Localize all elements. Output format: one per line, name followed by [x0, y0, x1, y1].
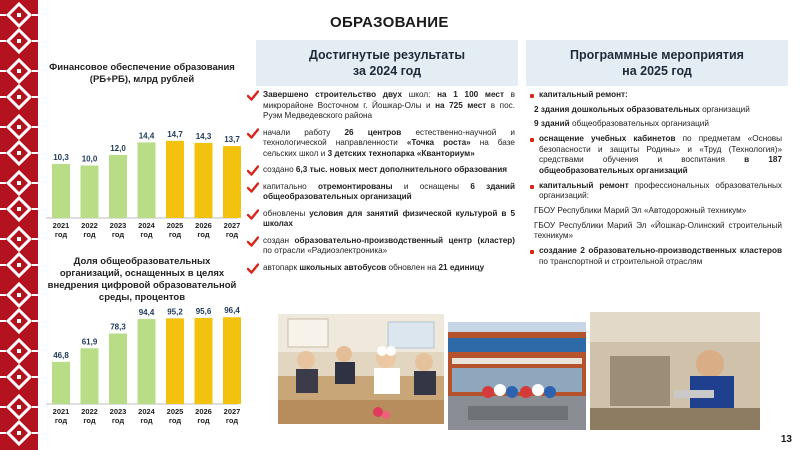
results-heading: Достигнутые результаты за 2024 год [256, 40, 518, 86]
result-text: капитально отремонтированы и оснащены 6 зданий общеобразовательных организаций [263, 181, 515, 201]
chart-bar [52, 164, 70, 218]
events-list [530, 90, 782, 271]
chart-value-label: 12,0 [110, 144, 126, 153]
chart-tick-label: 2027 [223, 407, 241, 416]
results-list [247, 90, 515, 279]
chart-tick-label: 2026 [195, 407, 212, 416]
event-item [530, 134, 782, 177]
chart-tick-label: год [54, 230, 68, 239]
checkmark-icon [247, 128, 259, 139]
result-item [247, 263, 515, 274]
chart-tick-label: год [197, 416, 210, 425]
chart-bar [109, 334, 127, 404]
events-heading: Программные мероприятия на 2025 год [526, 40, 788, 86]
event-text: ГБОУ Республики Марий Эл «Автодорожный техникум» [534, 205, 747, 215]
result-text: создан образовательно-производственный центр (кластер) по отрасли «Радиоэлектроника» [263, 235, 515, 255]
chart-value-label: 46,8 [53, 350, 69, 360]
chart1-title: Финансовое обеспечение образования (РБ+РБ), млрд рублей [49, 62, 235, 85]
chart-bar [81, 348, 99, 404]
checkmark-icon [247, 165, 259, 176]
event-text: 9 зданий общеобразовательных организаций [534, 119, 709, 129]
result-text: начали работу 26 центров естественно-научной и технологической направленности «Точка роста» на базе сельских школ и 3 детских технопарка «Кванториум» [263, 127, 515, 158]
chart-tick-label: год [168, 230, 182, 239]
chart-bar [52, 362, 70, 404]
event-text: создание 2 образовательно-производственных кластеров по транспортной и строительной отраслям [539, 245, 782, 266]
chart-bar [81, 166, 99, 219]
ornament-strip [0, 0, 38, 450]
chart-bar [223, 317, 241, 404]
chart-bar [195, 318, 213, 404]
result-item [247, 236, 515, 257]
chart-value-label: 13,7 [224, 135, 240, 145]
chart-value-label: 10,3 [53, 152, 69, 162]
event-subitem [530, 119, 782, 130]
result-item [247, 165, 515, 176]
result-text: Завершено строительство двух школ: на 1 100 мест в микрорайоне Восточном г. Йошкар-Олы и на 725 мест в пос. Руэм Медведевского района [263, 90, 516, 120]
chart1-svg [42, 92, 242, 252]
event-text: ГБОУ Республики Марий Эл «Йошкар-Олинский строительный техникум» [534, 220, 782, 241]
chart-tick-label: 2024 [138, 221, 155, 230]
result-item [247, 90, 515, 122]
chart-value-label: 95,2 [167, 307, 183, 317]
photo-school-building [448, 322, 586, 430]
event-text: оснащение учебных кабинетов по предметам «Основы безопасности и защиты Родины» и «Труд (Технология)» средствами обучения и воспитания в 187 общеобразовательных организаций [539, 133, 783, 175]
ornament-pattern-icon [0, 0, 38, 450]
event-subitem [530, 206, 782, 217]
page-title: ОБРАЗОВАНИЕ [330, 14, 449, 31]
checkmark-icon [247, 182, 259, 193]
chart-tick-label: 2022 [81, 407, 98, 416]
bullet-icon [530, 138, 534, 142]
chart-bar [138, 319, 156, 404]
chart-bar [166, 318, 184, 404]
result-text: автопарк школьных автобусов обновлен на 21 единицу [263, 262, 485, 272]
page-number: 13 [780, 434, 792, 445]
chart-tick-label: 2021 [52, 221, 70, 230]
photo-classroom [278, 314, 444, 424]
result-item [247, 128, 515, 160]
chart-tick-label: год [83, 230, 96, 239]
chart-tick-label: 2026 [195, 221, 212, 230]
bullet-icon [530, 94, 534, 98]
chart-tick-label: 2025 [166, 407, 184, 416]
chart-value-label: 14,3 [195, 131, 212, 141]
chart-value-label: 78,3 [110, 322, 126, 332]
chart-tick-label: год [111, 416, 125, 425]
chart-bar [195, 143, 213, 218]
chart-tick-label: 2023 [109, 221, 127, 230]
chart-tick-label: год [54, 416, 68, 425]
classroom-photo-icon [278, 314, 444, 424]
bullet-icon [530, 250, 534, 254]
chart-tick-label: год [225, 416, 239, 425]
chart-tick-label: год [168, 416, 182, 425]
chart-tick-label: год [197, 230, 210, 239]
result-text: создано 6,3 тыс. новых мест дополнительного образования [263, 165, 508, 174]
event-item [530, 181, 782, 202]
result-text: обновлены условия для занятий физической культурой в 5 школах [263, 208, 515, 228]
chart-tick-label: 2025 [166, 221, 184, 230]
checkmark-icon [247, 263, 259, 274]
chart-tick-label: год [140, 230, 153, 239]
checkmark-icon [247, 90, 259, 101]
chart-bar [109, 155, 127, 218]
school-building-photo-icon [448, 322, 586, 430]
event-text: капитальный ремонт: [539, 90, 628, 99]
chart2-svg [42, 296, 242, 436]
chart-tick-label: год [83, 416, 96, 425]
chart-value-label: 94,4 [138, 308, 155, 318]
chart-value-label: 61,9 [81, 337, 98, 347]
workshop-photo-icon [590, 312, 760, 430]
event-text: 2 здания дошкольных образовательных организаций [534, 104, 750, 114]
chart-bar [138, 142, 156, 218]
chart-bar [166, 141, 184, 218]
bullet-icon [530, 185, 534, 189]
checkmark-icon [247, 209, 259, 220]
event-text: капитальный ремонт профессиональных образовательных организаций: [539, 180, 782, 201]
event-item [530, 90, 782, 101]
chart-tick-label: год [225, 230, 239, 239]
chart2-title: Доля общеобразовательных организаций, оснащенных в целях внедрения цифровой образовательной среды, процентов [47, 256, 237, 303]
chart-tick-label: 2023 [109, 407, 127, 416]
chart-tick-label: 2021 [52, 407, 70, 416]
photo-workshop [590, 312, 760, 430]
chart-value-label: 14,4 [138, 131, 155, 141]
result-item [247, 182, 515, 203]
chart-value-label: 96,4 [224, 306, 240, 316]
chart-tick-label: 2027 [223, 221, 241, 230]
chart-tick-label: 2022 [81, 221, 98, 230]
chart-value-label: 95,6 [195, 306, 212, 316]
chart-bar [223, 146, 241, 218]
event-subitem [530, 221, 782, 242]
chart-tick-label: 2024 [138, 407, 155, 416]
chart-tick-label: год [111, 230, 125, 239]
result-item [247, 209, 515, 230]
chart-value-label: 14,7 [167, 129, 183, 139]
chart-tick-label: год [140, 416, 153, 425]
checkmark-icon [247, 236, 259, 247]
event-subitem [530, 105, 782, 116]
chart-value-label: 10,0 [81, 154, 98, 164]
event-item [530, 246, 782, 267]
